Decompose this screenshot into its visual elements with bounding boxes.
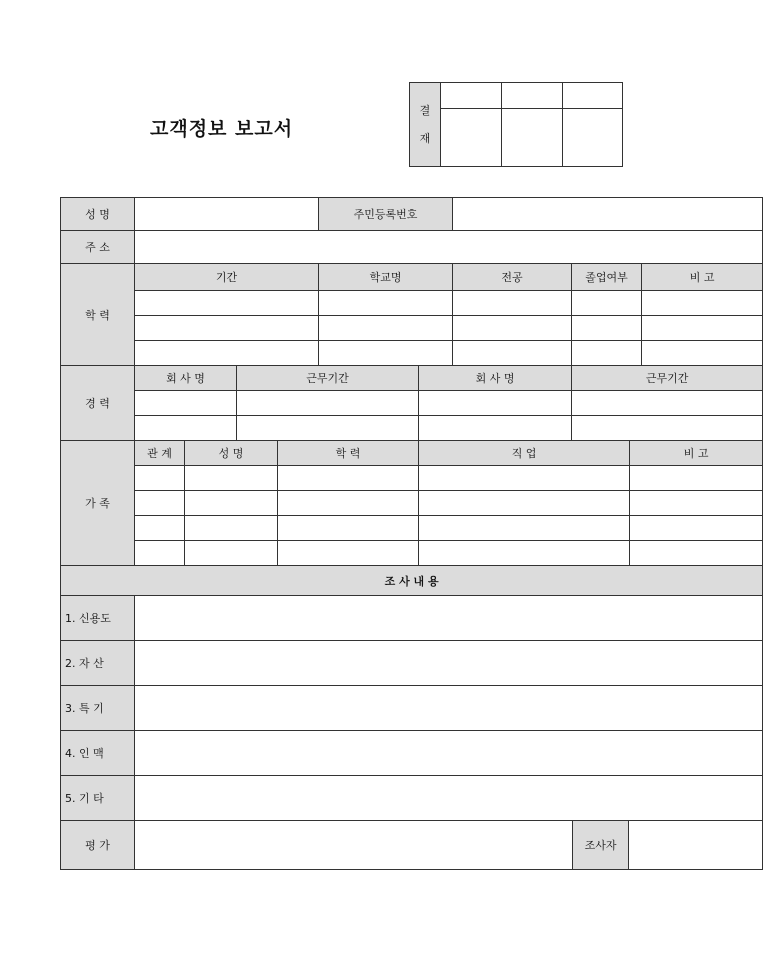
name-label: 성 명 [61,198,135,231]
career-cell[interactable] [419,416,572,441]
family-cell[interactable] [630,491,763,516]
resident-number-input[interactable] [453,198,763,231]
family-cell[interactable] [419,491,630,516]
career-cell[interactable] [419,391,572,416]
evaluation-label: 평 가 [61,821,135,870]
investigation-input-specialty[interactable] [135,686,763,731]
family-header-remarks: 비 고 [630,441,763,466]
education-header-graduation: 졸업여부 [572,264,642,291]
approval-header-cell[interactable] [563,83,623,109]
career-cell[interactable] [135,391,237,416]
career-cell[interactable] [135,416,237,441]
education-cell[interactable] [642,291,763,316]
family-header-relation: 관 계 [135,441,185,466]
career-header-period-2: 근무기간 [572,366,763,391]
investigator-label: 조사자 [573,821,629,870]
education-cell[interactable] [572,291,642,316]
address-label: 주 소 [61,231,135,264]
career-header-company-1: 회 사 명 [135,366,237,391]
customer-info-form [60,197,763,870]
investigation-item-specialty: 3. 특 기 [61,686,135,731]
education-cell[interactable] [319,291,453,316]
career-header-company-2: 회 사 명 [419,366,572,391]
education-header-major: 전공 [453,264,572,291]
education-cell[interactable] [319,316,453,341]
family-cell[interactable] [185,541,278,566]
resident-number-label: 주민등록번호 [319,198,453,231]
family-cell[interactable] [278,516,419,541]
document-title: 고객정보 보고서 [150,118,294,140]
family-cell[interactable] [278,541,419,566]
education-cell[interactable] [453,341,572,366]
investigation-item-credit: 1. 신용도 [61,596,135,641]
approval-label-2: 재 [419,131,431,145]
approval-sign-cell[interactable] [502,109,563,167]
investigation-input-credit[interactable] [135,596,763,641]
approval-header-cell[interactable] [441,83,502,109]
family-header-education: 학 력 [278,441,419,466]
education-header-school: 학교명 [319,264,453,291]
family-cell[interactable] [630,541,763,566]
approval-sign-cell[interactable] [563,109,623,167]
family-cell[interactable] [135,466,185,491]
approval-sign-cell[interactable] [441,109,502,167]
education-cell[interactable] [453,316,572,341]
family-cell[interactable] [419,541,630,566]
family-cell[interactable] [278,466,419,491]
name-input[interactable] [135,198,319,231]
education-label: 학 력 [61,264,135,366]
education-cell[interactable] [135,341,319,366]
family-cell[interactable] [630,516,763,541]
investigation-input-other[interactable] [135,776,763,821]
investigation-item-other: 5. 기 타 [61,776,135,821]
career-label: 경 력 [61,366,135,441]
investigation-item-network: 4. 인 맥 [61,731,135,776]
approval-label-1: 결 [419,103,431,117]
evaluation-input[interactable] [135,821,573,870]
education-cell[interactable] [453,291,572,316]
approval-header-cell[interactable] [502,83,563,109]
education-cell[interactable] [642,316,763,341]
investigation-title: 조 사 내 용 [61,566,763,596]
career-cell[interactable] [572,391,763,416]
family-cell[interactable] [185,466,278,491]
family-cell[interactable] [135,516,185,541]
family-cell[interactable] [135,541,185,566]
family-header-job: 직 업 [419,441,630,466]
education-cell[interactable] [572,341,642,366]
family-cell[interactable] [135,491,185,516]
education-cell[interactable] [135,316,319,341]
approval-box [409,82,623,167]
address-input[interactable] [135,231,763,264]
education-cell[interactable] [319,341,453,366]
education-header-period: 기간 [135,264,319,291]
education-cell[interactable] [572,316,642,341]
education-cell[interactable] [135,291,319,316]
career-cell[interactable] [237,416,419,441]
family-cell[interactable] [419,466,630,491]
investigator-input[interactable] [629,821,763,870]
education-cell[interactable] [642,341,763,366]
family-cell[interactable] [185,516,278,541]
education-header-remarks: 비 고 [642,264,763,291]
investigation-item-assets: 2. 자 산 [61,641,135,686]
family-header-name: 성 명 [185,441,278,466]
family-cell[interactable] [419,516,630,541]
family-cell[interactable] [185,491,278,516]
career-cell[interactable] [572,416,763,441]
investigation-input-assets[interactable] [135,641,763,686]
investigation-input-network[interactable] [135,731,763,776]
family-cell[interactable] [278,491,419,516]
approval-label [410,83,441,167]
family-cell[interactable] [630,466,763,491]
career-cell[interactable] [237,391,419,416]
career-header-period-1: 근무기간 [237,366,419,391]
family-label: 가 족 [61,441,135,566]
